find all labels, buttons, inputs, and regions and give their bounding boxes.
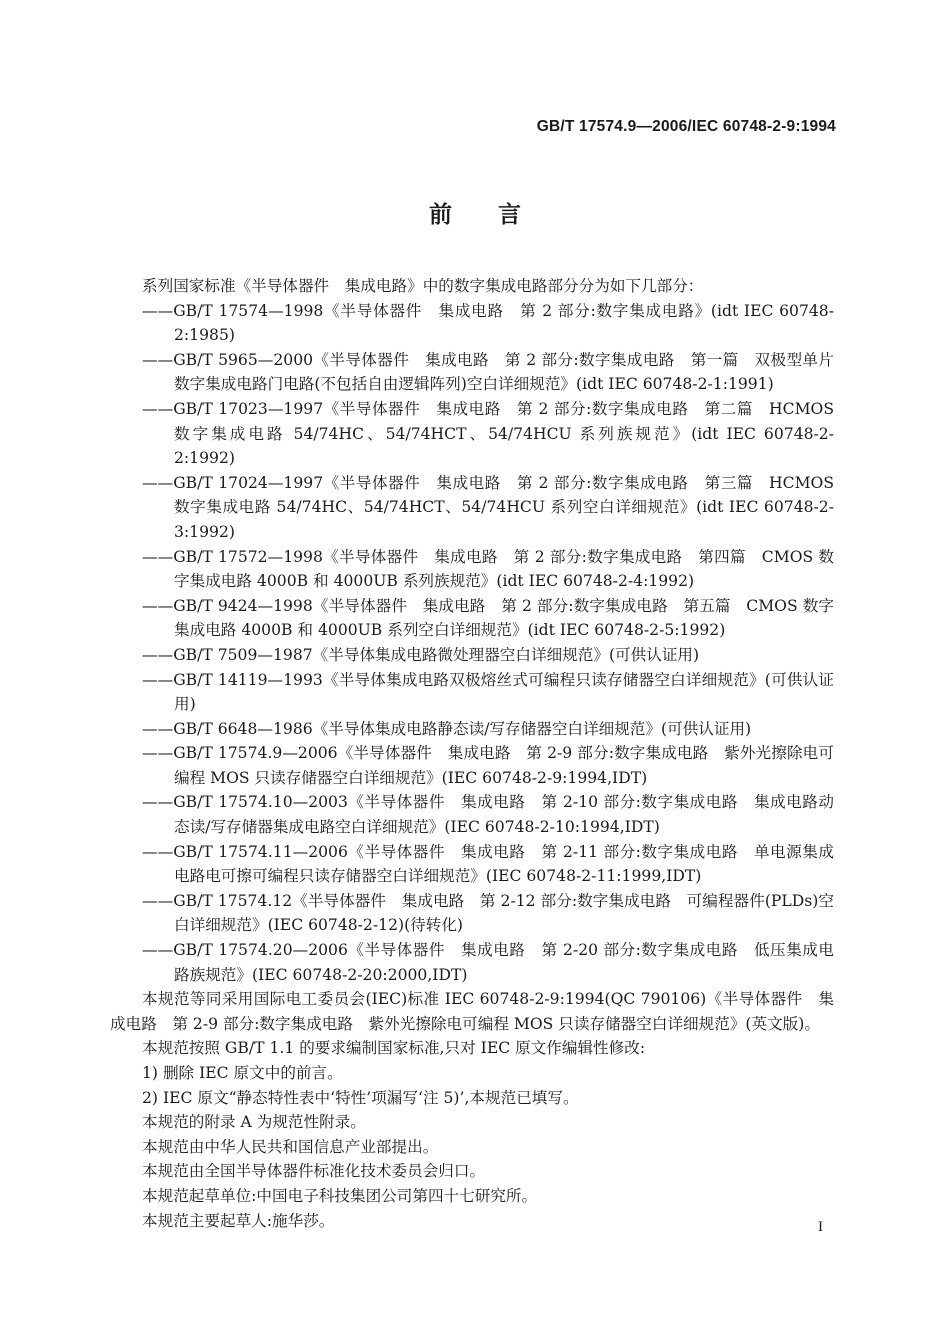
list-item: ——GB/T 17574.9—2006《半导体器件 集成电路 第 2-9 部分:数字集成电路 紫外光擦除电可编程 MOS 只读存储器空白详细规范》(IEC 60748-2-9:1994,IDT) (142, 744, 834, 787)
page-number: I (818, 1219, 823, 1235)
body-paragraph: 本规范由中华人民共和国信息产业部提出。 (142, 1137, 439, 1156)
body-paragraph: 本规范按照 GB/T 1.1 的要求编制国家标准,只对 IEC 原文作编辑性修改: (142, 1039, 646, 1058)
body-paragraph: 本规范起草单位:中国电子科技集团公司第四十七研究所。 (142, 1186, 538, 1205)
body-paragraph: 1) 删除 IEC 原文中的前言。 (142, 1064, 343, 1082)
body-paragraph: 本规范由全国半导体器件标准化技术委员会归口。 (142, 1162, 486, 1181)
page-title: 前言 (429, 202, 567, 228)
document-body (110, 274, 834, 1233)
list-item: ——GB/T 17574.12《半导体器件 集成电路 第 2-12 部分:数字集成电路 可编程器件(PLDs)空白详细规范》(IEC 60748-2-12)(待转化) (142, 891, 834, 935)
standards-list (110, 299, 834, 988)
body-paragraph: 本规范主要起草人:施华莎。 (142, 1211, 335, 1230)
body-paragraph: 本规范等同采用国际电工委员会(IEC)标准 IEC 60748-2-9:1994(QC 790106)《半导体器件 集成电路 第 2-9 部分:数字集成电路 紫外光擦除电可编程 MOS 只读存储器空白详细规范》(英文版)。 (110, 990, 834, 1033)
list-item: ——GB/T 17574.10—2003《半导体器件 集成电路 第 2-10 部分:数字集成电路 集成电路动态读/写存储器集成电路空白详细规范》(IEC 60748-2-10:1994,IDT) (142, 793, 834, 837)
list-item: ——GB/T 17572—1998《半导体器件 集成电路 第 2 部分:数字集成电路 第四篇 CMOS 数字集成电路 4000B 和 4000UB 系列族规范》(idt IEC 60748-2-4:1992) (142, 547, 834, 591)
body-paragraph: 2) IEC 原文“静态特性表中‘特性’项漏写‘注 5)’,本规范已填写。 (142, 1088, 579, 1107)
list-item: ——GB/T 5965—2000《半导体器件 集成电路 第 2 部分:数字集成电路 第一篇 双极型单片数字集成电路门电路(不包括自由逻辑阵列)空白详细规范》(idt IEC 60748-2-1:1991) (142, 350, 834, 394)
standard-code-header: GB/T 17574.9—2006/IEC 60748-2-9:1994 (536, 118, 836, 135)
body-paragraph: 本规范的附录 A 为规范性附录。 (142, 1113, 366, 1132)
list-item: ——GB/T 14119—1993《半导体集成电路双极熔丝式可编程只读存储器空白详细规范》(可供认证用) (142, 670, 834, 714)
list-item: ——GB/T 17024—1997《半导体器件 集成电路 第 2 部分:数字集成电路 第三篇 HCMOS 数字集成电路 54/74HC、54/74HCT、54/74HCU 系列空白详细规范》(idt IEC 60748-2-3:1992) (142, 473, 834, 541)
body-paragraphs (110, 987, 834, 1233)
list-item: ——GB/T 17574—1998《半导体器件 集成电路 第 2 部分:数字集成电路》(idt IEC 60748-2:1985) (142, 301, 834, 345)
list-item: ——GB/T 17574.20—2006《半导体器件 集成电路 第 2-20 部分:数字集成电路 低压集成电路族规范》(IEC 60748-2-20:2000,IDT) (142, 941, 834, 984)
list-item: ——GB/T 9424—1998《半导体器件 集成电路 第 2 部分:数字集成电路 第五篇 CMOS 数字集成电路 4000B 和 4000UB 系列空白详细规范》(idt IEC 60748-2-5:1992) (142, 596, 834, 640)
list-item: ——GB/T 17574.11—2006《半导体器件 集成电路 第 2-11 部分:数字集成电路 单电源集成电路电可擦可编程只读存储器空白详细规范》(IEC 60748-2-11:1999,IDT) (142, 842, 834, 886)
list-item: ——GB/T 17023—1997《半导体器件 集成电路 第 2 部分:数字集成电路 第二篇 HCMOS 数字集成电路 54/74HC、54/74HCT、54/74HCU 系列族规范》(idt IEC 60748-2-2:1992) (142, 399, 834, 468)
intro-paragraph: 系列国家标准《半导体器件 集成电路》中的数字集成电路部分分为如下几部分： (142, 277, 704, 295)
list-item: ——GB/T 7509—1987《半导体集成电路微处理器空白详细规范》(可供认证用) (142, 645, 700, 664)
list-item: ——GB/T 6648—1986《半导体集成电路静态读/写存储器空白详细规范》(可供认证用) (142, 719, 752, 738)
